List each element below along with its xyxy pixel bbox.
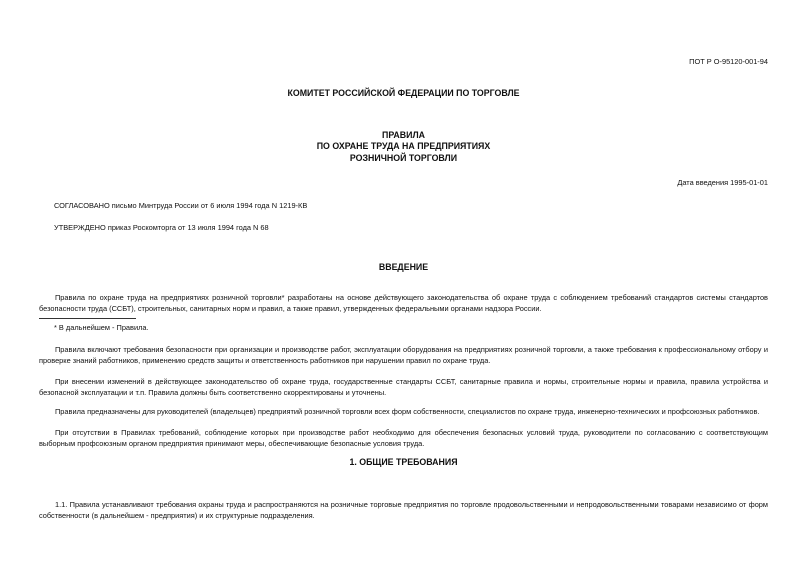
effective-date: Дата введения 1995-01-01 (677, 178, 768, 187)
intro-heading: ВВЕДЕНИЕ (378, 262, 429, 272)
intro-paragraph-3: При внесении изменений в действующее законодательство об охране труда, государственные стандарты ССБТ, санитарные правила и нормы, строительные нормы и правила, правила устройства и безопасной эксплуатации и т.п. Правила должны быть соответственно скорректированы и уточнены. (39, 377, 768, 398)
agreed-note: СОГЛАСОВАНО письмо Минтруда России от 6 июля 1994 года N 1219-КВ (54, 201, 308, 210)
document-title (0, 130, 807, 164)
section-1-heading: 1. ОБЩИЕ ТРЕБОВАНИЯ (349, 457, 458, 467)
intro-paragraph-1: Правила по охране труда на предприятиях розничной торговли* разработаны на основе действующего законодательства об охране труда с соблюдением требований стандартов системы стандартов безопасности труда (ССБТ), строительных, санитарных норм и правил, а также правил, утвержденных федеральными органами надзора России. (39, 293, 768, 314)
section-1-paragraph-1: 1.1. Правила устанавливают требования охраны труда и распространяются на розничные торговые предприятия по торговле продовольственными и непродовольственными товарами независимо от форм собственности (в дальнейшем - предприятия) и их структурные подразделения. (39, 500, 768, 521)
intro-paragraph-5: При отсутствии в Правилах требований, соблюдение которых при производстве работ необходимо для обеспечения безопасных условий труда, руководители по согласованию с соответствующим выборным профсоюзным органом предприятия принимают меры, обеспечивающие безопасные условия труда. (39, 428, 768, 449)
approved-note: УТВЕРЖДЕНО приказ Роскомторга от 13 июля 1994 года N 68 (54, 223, 269, 232)
title-line-3: РОЗНИЧНОЙ ТОРГОВЛИ (349, 152, 458, 163)
intro-paragraph-4: Правила предназначены для руководителей (владельцев) предприятий розничной торговли всех форм собственности, специалистов по охране труда, инженерно-технических и профсоюзных работников. (55, 407, 760, 416)
footnote-divider (39, 318, 136, 319)
title-line-1: ПРАВИЛА (382, 130, 425, 140)
title-line-2: ПО ОХРАНЕ ТРУДА НА ПРЕДПРИЯТИЯХ (316, 141, 491, 152)
intro-paragraph-2: Правила включают требования безопасности при организации и производстве работ, эксплуатации оборудования на предприятиях розничной торговли, а также требования к профессиональному отбору и проверке знаний работников, применению средств защиты и ответственность работников при нарушении правил по охране труда. (39, 345, 768, 366)
committee-heading: КОМИТЕТ РОССИЙСКОЙ ФЕДЕРАЦИИ ПО ТОРГОВЛЕ (287, 88, 520, 98)
footnote: * В дальнейшем - Правила. (54, 323, 149, 332)
document-code: ПОТ Р О-95120-001-94 (689, 57, 768, 66)
